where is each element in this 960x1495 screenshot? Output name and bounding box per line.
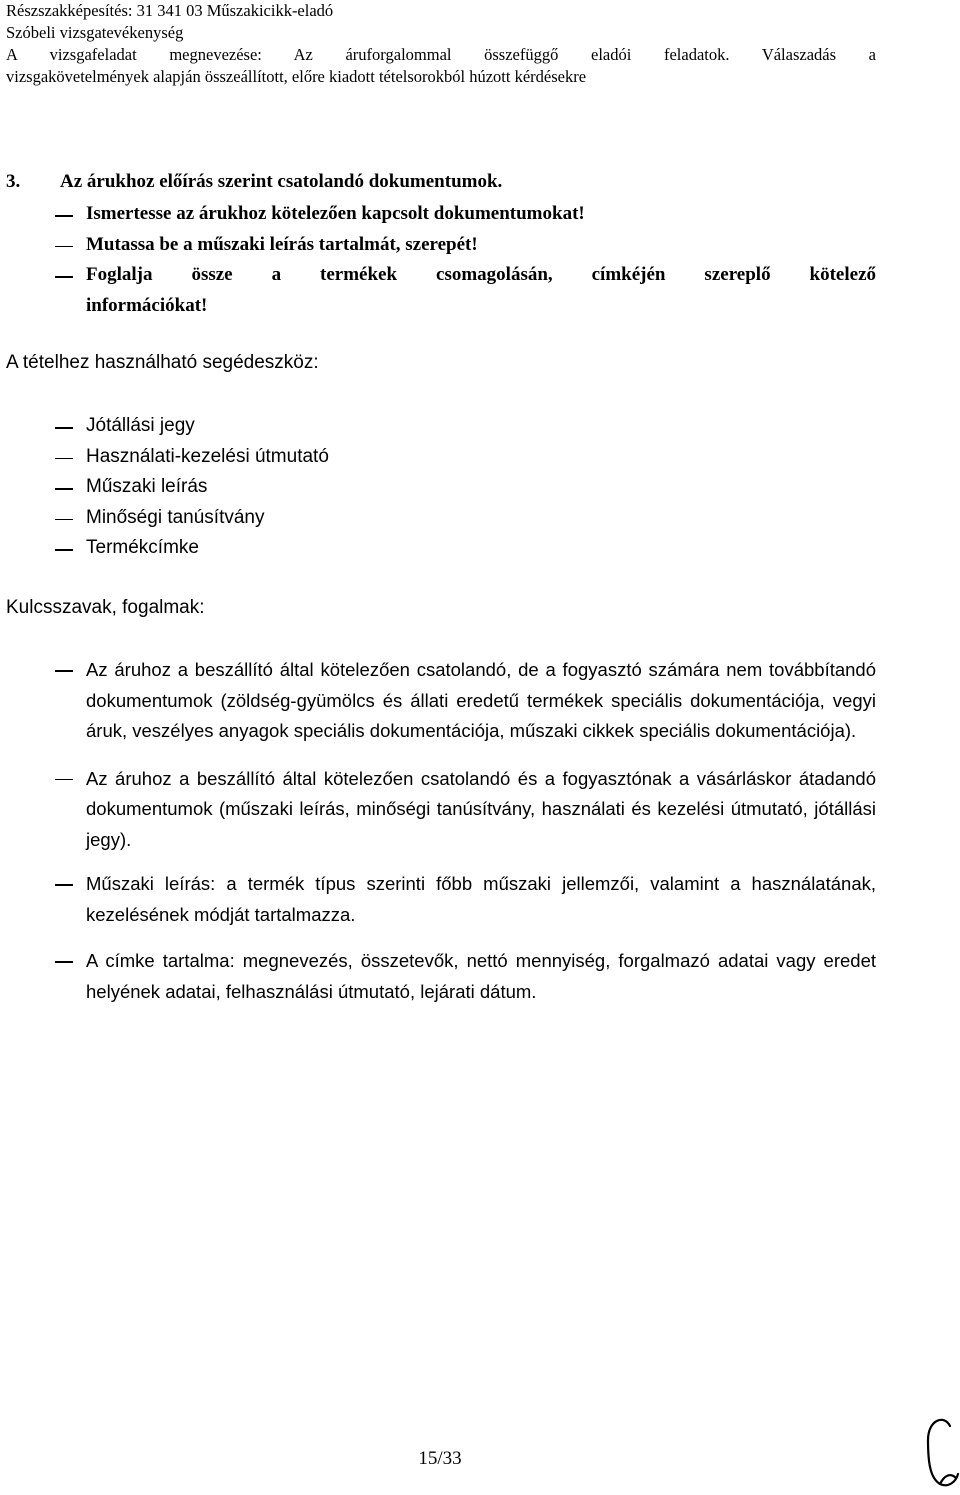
aids-heading: A tételhez használható segédeszköz: xyxy=(6,352,319,373)
aids-list xyxy=(55,411,876,564)
task-text: Mutassa be a műszaki leírás tartalmát, szerepét! xyxy=(86,233,478,255)
aid-item: Jótállási jegy xyxy=(55,411,876,442)
signature-initial xyxy=(920,1412,960,1492)
aid-item: Termékcímke xyxy=(55,533,876,564)
header-task-name: A vizsgafeladat megnevezése: Az áruforgalommal összefüggő eladói feladatok. Válaszadás a xyxy=(6,45,876,64)
aid-item: Műszaki leírás xyxy=(55,472,876,503)
keyword-item: Műszaki leírás: a termék típus szerinti főbb műszaki jellemzői, valamint a használatának, kezelésének módját tartalmazza. xyxy=(55,869,876,930)
question-number: 3. xyxy=(6,171,21,192)
page-header xyxy=(6,0,876,88)
task-text-line1: Foglalja össze a termékek csomagolásán, címkéjén szereplő kötelező xyxy=(86,264,876,285)
task-text-line2: információkat! xyxy=(86,294,208,316)
task-item xyxy=(55,199,876,230)
header-task-description: vizsgakövetelmények alapján összeállított, előre kiadott tételsorokból húzott kérdésekre xyxy=(6,67,587,86)
task-text: Ismertesse az árukhoz kötelezően kapcsolt dokumentumokat! xyxy=(86,203,585,224)
task-item xyxy=(55,230,876,261)
keyword-item: Az áruhoz a beszállító által kötelezően csatolandó, de a fogyasztó számára nem továbbítandó dokumentumok (zöldség-gyümölcs és állati eredetű termékek speciális dokumentációja, vegyi áruk, veszélyes anyagok speciális dokumentációja, műszaki cikkek speciális dokumentációja). xyxy=(55,655,876,747)
keywords-heading: Kulcsszavak, fogalmak: xyxy=(6,597,205,618)
keyword-item: A címke tartalma: megnevezés, összetevők, nettó mennyiség, forgalmazó adatai vagy eredet helyének adatai, felhasználási útmutató, lejárati dátum. xyxy=(55,946,876,1007)
task-item xyxy=(55,260,876,321)
aid-item: Használati-kezelési útmutató xyxy=(55,442,876,473)
header-qualification: Részszakképesítés: 31 341 03 Műszakicikk-eladó xyxy=(6,1,334,20)
keywords-list xyxy=(55,655,876,1024)
keyword-item: Az áruhoz a beszállító által kötelezően csatolandó és a fogyasztónak a vásárláskor átadandó dokumentumok (műszaki leírás, minőségi tanúsítvány, használati és kezelési útmutató, jótállási jegy). xyxy=(55,764,876,856)
header-exam-activity: Szóbeli vizsgatevékenység xyxy=(6,23,184,42)
question-title xyxy=(6,170,502,194)
question-title-text: Az árukhoz előírás szerint csatolandó dokumentumok. xyxy=(60,171,503,192)
aid-item: Minőségi tanúsítvány xyxy=(55,503,876,534)
page-number: 15/33 xyxy=(418,1448,462,1469)
task-list xyxy=(55,199,876,321)
